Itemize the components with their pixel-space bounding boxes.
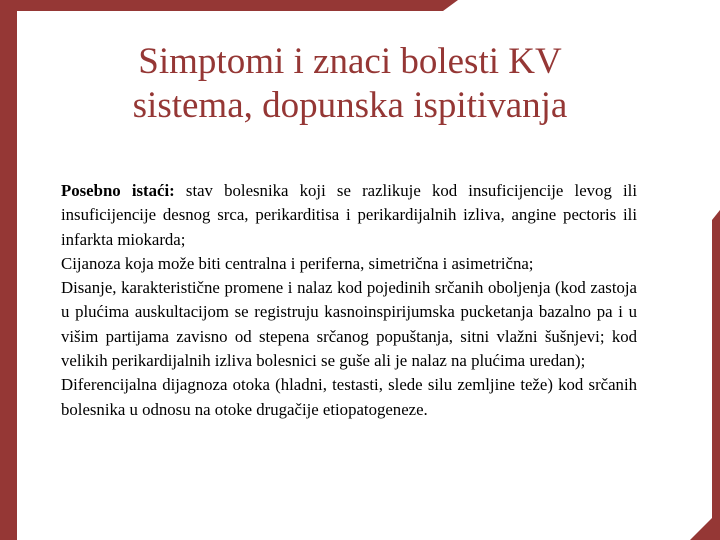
lead-label: Posebno istaći:: [61, 181, 175, 200]
body-paragraph: Diferencijalna dijagnoza otoka (hladni, testasti, slede silu zemljine teže) kod srčanih bolesnika u odnosu na otoke drugačije etiopatogeneze.: [61, 375, 637, 419]
body-paragraph: Disanje, karakteristične promene i nalaz kod pojedinih srčanih oboljenja (kod zastoja u plućima auskultacijom se registruju kasnoinspirijumska pucketanja bazalno pa i u višim partijama zavisno od stepena srčanog popuštanja, sitni vlažni šušnjevi; kod velikih perikardijalnih izliva bolesnici se guše ali je nalaz na plućima uredan);: [61, 278, 637, 371]
title-line-1: Simptomi i znaci bolesti KV: [138, 41, 562, 82]
body-paragraph: [61, 179, 637, 252]
slide-body: [61, 179, 637, 422]
right-edge-bar: [712, 210, 720, 540]
body-paragraph: Cijanoza koja može biti centralna i periferna, simetrična i asimetrična;: [61, 253, 534, 273]
title-line-2: sistema, dopunska ispitivanja: [132, 85, 568, 126]
slide-title: [40, 40, 660, 128]
bottom-right-corner-accent: [690, 510, 720, 540]
paragraph-text: stav bolesnika koji se razlikuje kod insuficijencije levog ili insuficijencije desnog srca, perikarditisa i perikardijalnih izliva, angine pectoris ili infarkta miokarda;: [61, 181, 637, 249]
